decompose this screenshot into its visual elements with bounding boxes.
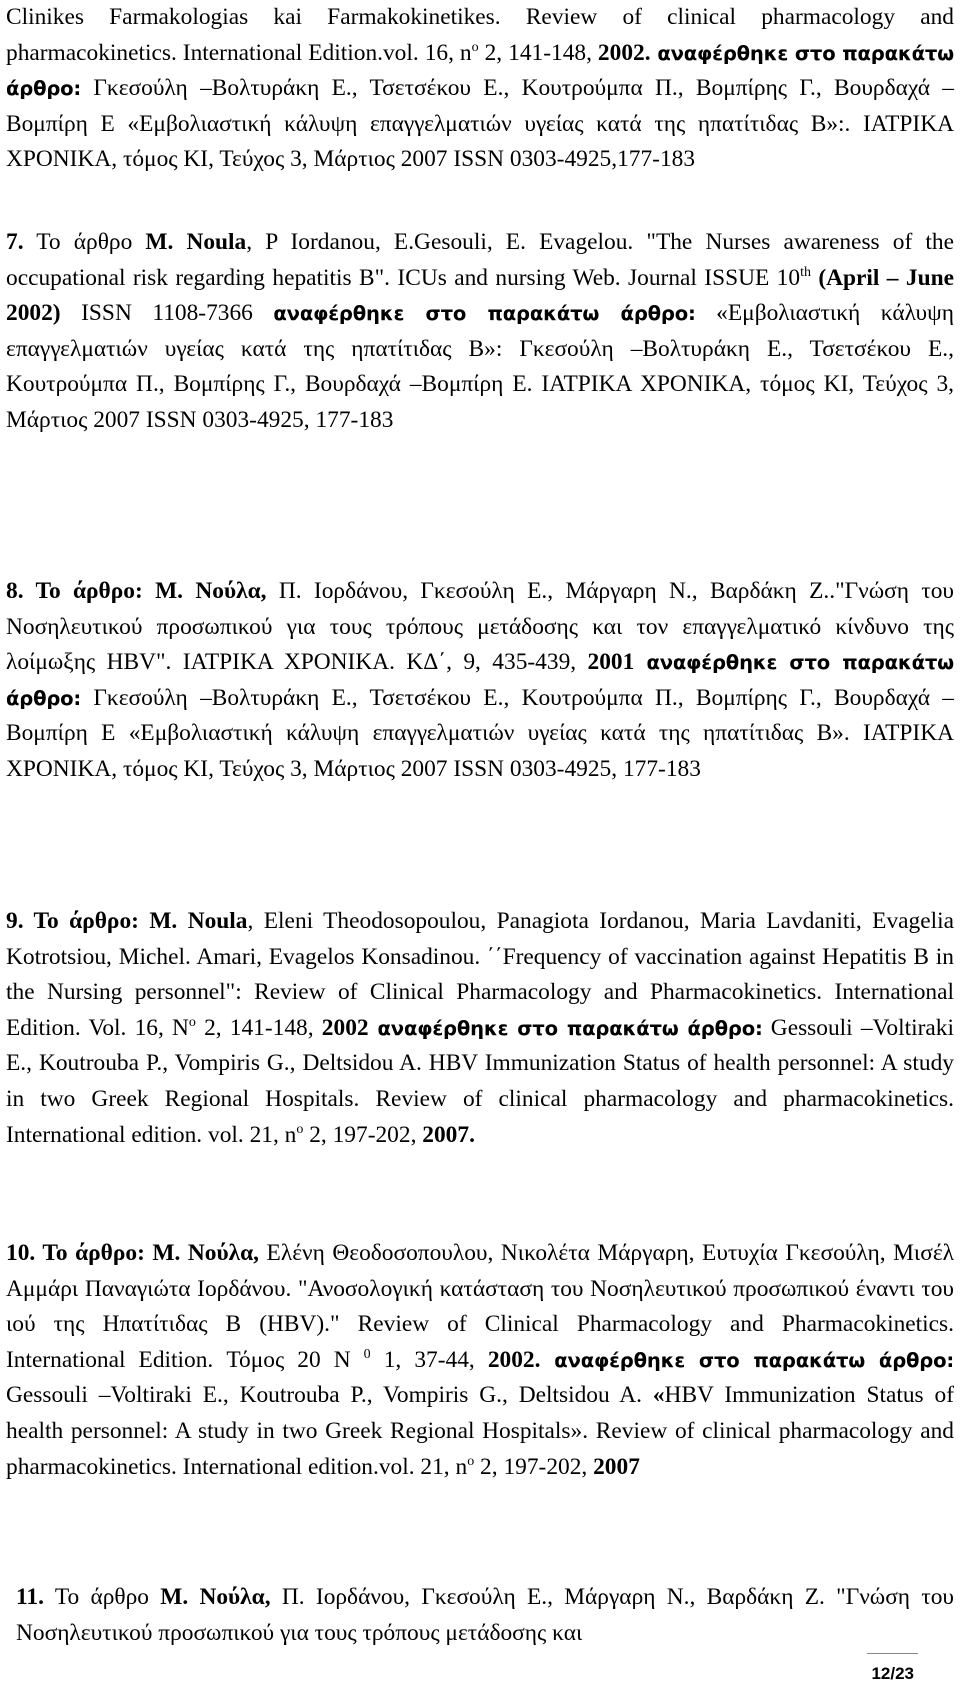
page-number: 12/23 [867,1653,918,1694]
citation-note: αναφέρθηκε στο παρακάτω άρθρο: [540,1348,955,1372]
entry-text: Clinikes Farmakologias kai Farmakokinetikes. Review of clinical pharmacology and pharmacokinetics. International Edition.vol. 16, $n^o$ 2, 141-148, 2002. αναφέρθηκε στο παρακάτω άρθρο: Γκεσούλη –Βολτυράκη Ε., Τσετσέκου Ε., Κουτρούμπα Π., Βομπίρης Γ., Βουρδαχά –Βομπίρη Ε «Εμβολιαστική κάλυψη επαγγελματιών υγείας κατά της ηπατίτιδας Β»:. ΙΑΤΡΙΚΑ ΧΡΟΝΙΚΑ, τόμος ΚΙ, Τεύχος 3, Μάρτιος 2007 ISSN 0303-4925,177-183 [6,4,954,173]
citation-note: αναφέρθηκε στο παρακάτω άρθρο: [273,302,696,326]
reference-entry-8 [6,574,954,788]
citation-note: αναφέρθηκε στο παρακάτω άρθρο: [6,41,954,101]
reference-entry-10 [6,1236,954,1485]
entry-text: 8. Το άρθρο: Μ. Νούλα, Π. Ιορδάνου, Γκεσούλη Ε., Μάργαρη Ν., Βαρδάκη Ζ.."Γνώση του Νοσηλευτικού προσωπικού για τους τρόπους μετάδοσης και τον επαγγελματικό κίνδυνο της λοίμωξης HBV". ΙΑΤΡΙΚΑ ΧΡΟΝΙΚΑ. ΚΔ΄, 9, 435-439, 2001 αναφέρθηκε στο παρακάτω άρθρο: Γκεσούλη –Βολτυράκη Ε., Τσετσέκου Ε., Κουτρούμπα Π., Βομπίρης Γ., Βουρδαχά –Βομπίρη Ε «Εμβολιαστική κάλυψη επαγγελματιών υγείας κατά της ηπατίτιδας Β». ΙΑΤΡΙΚΑ ΧΡΟΝΙΚΑ, τόμος ΚΙ, Τεύχος 3, Μάρτιος 2007 ISSN 0303-4925, 177-183 [6,578,955,782]
reference-entry-7 [6,225,954,439]
reference-entry-11 [16,1580,954,1651]
entry-text: 10. Το άρθρο: Μ. Νούλα, Ελένη Θεοδοσοπουλου, Νικολέτα Μάργαρη, Ευτυχία Γκεσούλη, Μισέλ Αμμάρι Παναγιώτα Ιορδάνου. "Ανοσολογική κατάσταση του Νοσηλευτικού προσωπικού έναντι του ιού της Ηπατίτιδας Β (HBV)." Review of Clinical Pharmacology and Pharmacokinetics. International Edition. Τόμος 20 Ν $^0$ 1, 37-44, 2002. αναφέρθηκε στο παρακάτω άρθρο: Gessouli –Voltiraki E., Koutrouba P., Vompiris G., Deltsidou A. «HBV Immunization Status of health personnel: A study in two Greek Regional Hospitals». Review of clinical pharmacology and pharmacokinetics. International edition.vol. 21, $n^o$ 2, 197-202, 2007 [6,1240,955,1480]
entry-text: 9. Το άρθρο: M. Noula, Eleni Theodosopoulou, Panagiota Iordanou, Maria Lavdaniti, Evagelia Kotrotsiou, Michel. Amari, Evagelos Konsadinou. ΄΄Frequency of vaccination against Hepatitis B in the Nursing personnel": Review of Clinical Pharmacology and Pharmacokinetics. International Edition. Vol. 16, $N^o$ 2, 141-148, 2002 αναφέρθηκε στο παρακάτω άρθρο: Gessouli –Voltiraki E., Koutrouba P., Vompiris G., Deltsidou A. HBV Immunization Status of health personnel: A study in two Greek Regional Hospitals. Review of clinical pharmacology and pharmacokinetics. International edition. vol. 21, $n^o$ 2, 197-202, 2007. [6,908,955,1148]
entry-text: 11. Το άρθρο Μ. Νούλα, Π. Ιορδάνου, Γκεσούλη Ε., Μάργαρη Ν., Βαρδάκη Ζ. "Γνώση του Νοσηλευτικού προσωπικού για τους τρόπους μετάδοσης και [16,1584,954,1646]
reference-entry-9 [6,904,954,1153]
citation-note: αναφέρθηκε στο παρακάτω άρθρο: [6,651,954,710]
citation-note: αναφέρθηκε στο παρακάτω άρθρο: [368,1016,763,1040]
entry-text: 7. Το άρθρο M. Noula, P Iordanou, E.Gesouli, E. Evagelou. "The Nurses awareness of the occupational risk regarding hepatitis B". ICUs and nursing Web. Journal ISSUE 10th (April – June 2002) ISSN 1108-7366 αναφέρθηκε στο παρακάτω άρθρο: «Εμβολιαστική κάλυψη επαγγελματιών υγείας κατά της ηπατίτιδας Β»: Γκεσούλη –Βολτυράκη Ε., Τσετσέκου Ε., Κουτρούμπα Π., Βομπίρης Γ., Βουρδαχά –Βομπίρη Ε. ΙΑΤΡΙΚΑ ΧΡΟΝΙΚΑ, τόμος ΚΙ, Τεύχος 3, Μάρτιος 2007 ISSN 0303-4925, 177-183 [6,229,954,433]
reference-entry-6-continuation [6,0,954,178]
